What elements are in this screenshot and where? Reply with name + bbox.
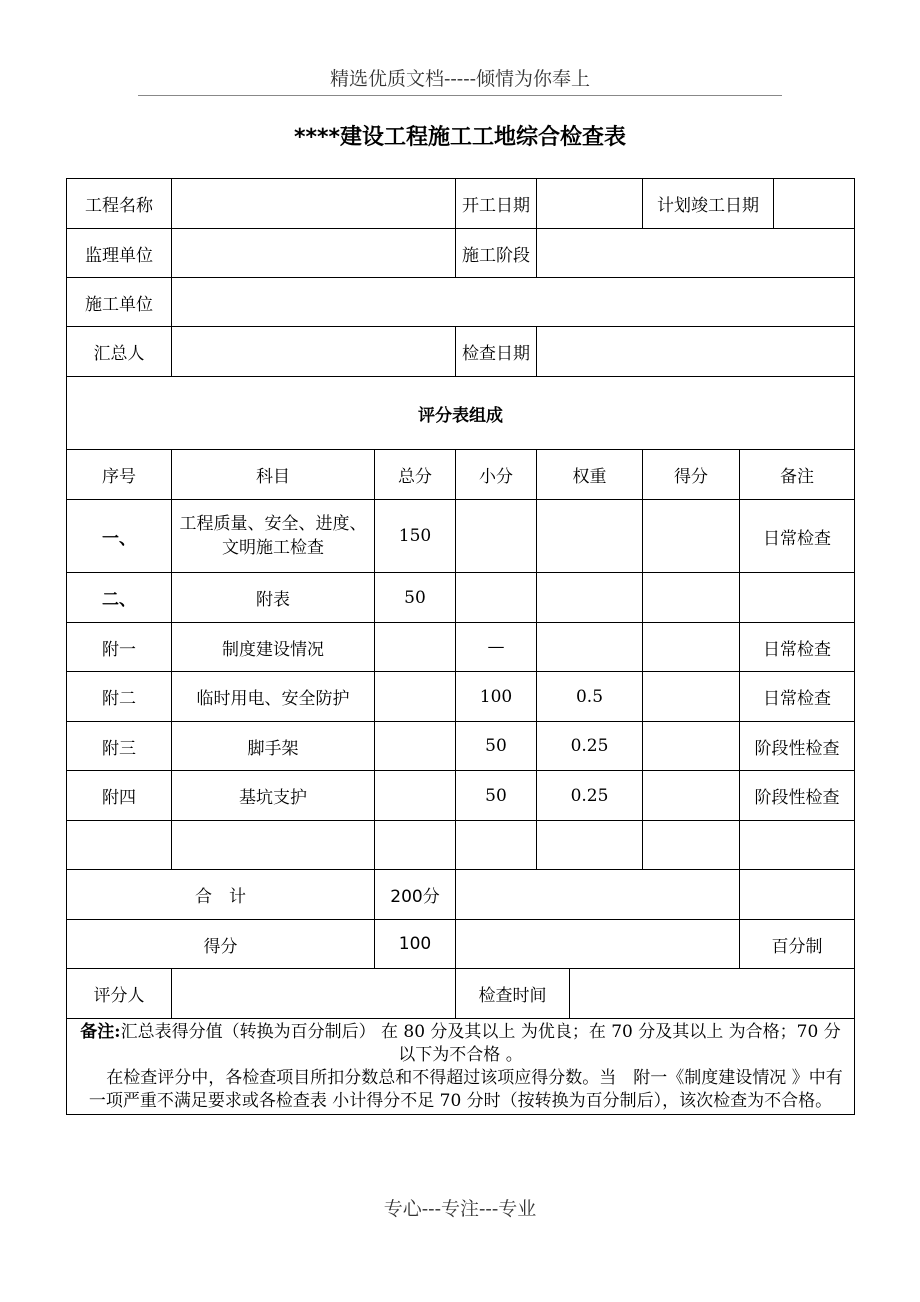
check-date-label: 检查日期 — [456, 327, 537, 377]
row-total: 50 — [375, 573, 456, 623]
page-header: 精选优质文档-----倾情为你奉上 — [329, 68, 591, 90]
row-total — [375, 722, 456, 771]
row-score[interactable] — [643, 500, 740, 573]
column-header: 得分 — [643, 450, 740, 500]
total-label: 合 计 — [67, 870, 375, 920]
notes-cell — [67, 1019, 855, 1115]
table-row — [67, 623, 855, 672]
notes-paragraph-1 — [73, 1021, 848, 1067]
empty-row — [67, 821, 855, 870]
row-subject: 附表 — [172, 573, 375, 623]
notes-label: 备注: — [80, 1021, 121, 1042]
row-sub — [456, 573, 537, 623]
row-total — [375, 771, 456, 821]
row-seq: 附三 — [67, 722, 172, 771]
row-score[interactable] — [643, 722, 740, 771]
column-header: 科目 — [172, 450, 375, 500]
row-subject: 脚手架 — [172, 722, 375, 771]
row-score[interactable] — [643, 573, 740, 623]
row-sub: 50 — [456, 771, 537, 821]
table-row — [67, 573, 855, 623]
inspection-table — [66, 178, 855, 1115]
supervisor-value[interactable] — [172, 229, 456, 278]
row-weight — [537, 623, 643, 672]
row-total: 150 — [375, 500, 456, 573]
total-value: 200分 — [375, 870, 456, 920]
row-weight — [537, 573, 643, 623]
row-score[interactable] — [643, 771, 740, 821]
table-row — [67, 672, 855, 722]
row-remark: 日常检查 — [740, 672, 855, 722]
scorer-label: 评分人 — [67, 969, 172, 1019]
row-weight: 0.25 — [537, 722, 643, 771]
row-subject: 制度建设情况 — [172, 623, 375, 672]
row-sub — [456, 500, 537, 573]
row-sub: 100 — [456, 672, 537, 722]
score-value: 100 — [375, 920, 456, 969]
document-title: ****建设工程施工工地综合检查表 — [293, 125, 627, 150]
row-score[interactable] — [643, 672, 740, 722]
row-sub: — — [456, 623, 537, 672]
row-weight: 0.5 — [537, 672, 643, 722]
stage-value[interactable] — [537, 229, 855, 278]
row-subject: 临时用电、安全防护 — [172, 672, 375, 722]
supervisor-label: 监理单位 — [67, 229, 172, 278]
start-date-value[interactable] — [537, 179, 643, 229]
row-remark: 日常检查 — [740, 500, 855, 573]
score-blank — [456, 920, 740, 969]
notes-paragraph-2 — [73, 1067, 848, 1113]
table-row — [67, 500, 855, 573]
row-sub: 50 — [456, 722, 537, 771]
row-seq: 附二 — [67, 672, 172, 722]
table-row — [67, 722, 855, 771]
header-rule — [138, 95, 782, 96]
project-name-label: 工程名称 — [67, 179, 172, 229]
row-remark — [740, 573, 855, 623]
row-total — [375, 672, 456, 722]
row-remark: 阶段性检查 — [740, 722, 855, 771]
column-header: 备注 — [740, 450, 855, 500]
summarizer-value[interactable] — [172, 327, 456, 377]
row-seq: 附一 — [67, 623, 172, 672]
row-weight — [537, 500, 643, 573]
scorer-value[interactable] — [172, 969, 456, 1019]
total-blank — [456, 870, 740, 920]
row-seq: 一、 — [67, 500, 172, 573]
planned-completion-label: 计划竣工日期 — [643, 179, 774, 229]
row-subject: 工程质量、安全、进度、文明施工检查 — [172, 500, 375, 573]
check-time-label: 检查时间 — [456, 969, 570, 1019]
row-weight: 0.25 — [537, 771, 643, 821]
total-remark — [740, 870, 855, 920]
score-remark: 百分制 — [740, 920, 855, 969]
contractor-label: 施工单位 — [67, 278, 172, 327]
check-date-value[interactable] — [537, 327, 855, 377]
project-name-value[interactable] — [172, 179, 456, 229]
planned-completion-value[interactable] — [774, 179, 855, 229]
check-time-value[interactable] — [570, 969, 855, 1019]
table-row — [67, 771, 855, 821]
row-remark: 阶段性检查 — [740, 771, 855, 821]
notes-text-2: 在检查评分中，各检查项目所扣分数总和不得超过该项应得分数。当 附一《制度建设情况 》中有一项严重不满足要求或各检查表 小计得分不足 70 分时（按转换为百分制后），该次检查为不合格。 — [88, 1067, 843, 1111]
row-subject: 基坑支护 — [172, 771, 375, 821]
column-header: 总分 — [375, 450, 456, 500]
row-remark: 日常检查 — [740, 623, 855, 672]
row-score[interactable] — [643, 623, 740, 672]
column-header: 权重 — [537, 450, 643, 500]
row-seq: 附四 — [67, 771, 172, 821]
page-footer: 专心---专注---专业 — [383, 1198, 537, 1220]
score-label: 得分 — [67, 920, 375, 969]
column-header: 序号 — [67, 450, 172, 500]
column-header: 小分 — [456, 450, 537, 500]
stage-label: 施工阶段 — [456, 229, 537, 278]
notes-text-1: 汇总表得分值（转换为百分制后） 在 80 分及其以上 为优良；在 70 分及其以上 为合格；70 分以下为不合格 。 — [120, 1021, 841, 1065]
contractor-value[interactable] — [172, 278, 855, 327]
row-total — [375, 623, 456, 672]
row-seq: 二、 — [67, 573, 172, 623]
start-date-label: 开工日期 — [456, 179, 537, 229]
section-title: 评分表组成 — [67, 377, 855, 450]
summarizer-label: 汇总人 — [67, 327, 172, 377]
